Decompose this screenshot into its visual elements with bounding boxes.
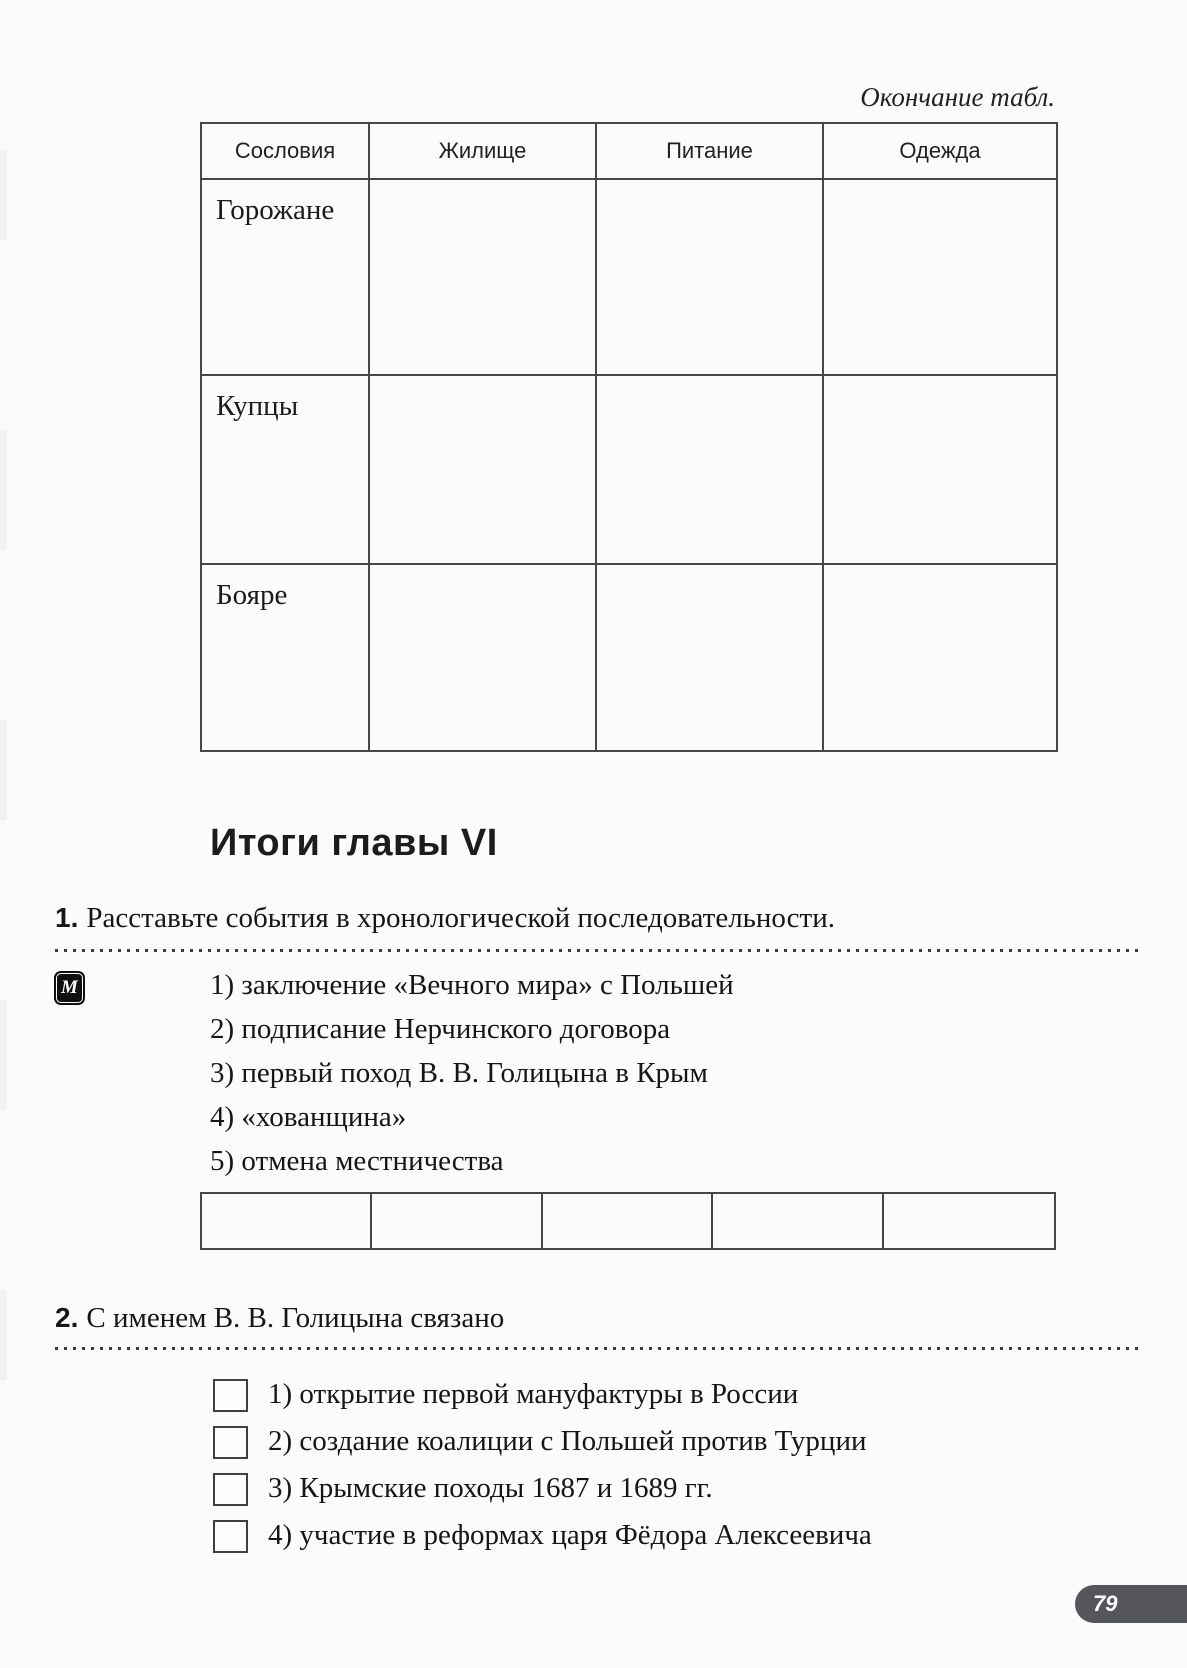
- table-row: [201, 375, 1057, 564]
- table-cell-empty[interactable]: [369, 564, 596, 751]
- method-marker-icon: [54, 971, 85, 1005]
- list-item: 3) первый поход В. В. Голицына в Крым: [210, 1057, 708, 1089]
- question-1-items: [210, 963, 734, 1183]
- option-checkbox[interactable]: [213, 1379, 248, 1412]
- dotted-divider: [55, 949, 1139, 953]
- table-row: [201, 179, 1057, 375]
- table-cell-empty[interactable]: [596, 179, 823, 375]
- question-2-number: 2.: [55, 1302, 79, 1333]
- row-label-merchants: Купцы: [201, 375, 369, 564]
- option-checkbox[interactable]: [213, 1473, 248, 1506]
- answer-cell[interactable]: [884, 1194, 1054, 1248]
- option-checkbox[interactable]: [213, 1520, 248, 1553]
- question-2-options: [213, 1378, 872, 1566]
- question-1: [55, 901, 1145, 935]
- column-header-food: Питание: [596, 123, 823, 179]
- answer-cell[interactable]: [543, 1194, 713, 1248]
- list-item: 1) заключение «Вечного мира» с Польшей: [210, 969, 734, 1001]
- row-label-boyars: Бояре: [201, 564, 369, 751]
- option-checkbox[interactable]: [213, 1426, 248, 1459]
- column-header-clothes: Одежда: [823, 123, 1057, 179]
- answer-cell[interactable]: [713, 1194, 883, 1248]
- table-header-row: [201, 123, 1057, 179]
- page-edge-mark: [0, 720, 7, 820]
- table-cell-empty[interactable]: [369, 179, 596, 375]
- column-header-dwelling: Жилище: [369, 123, 596, 179]
- option-row: [213, 1519, 872, 1552]
- dotted-divider: [55, 1347, 1139, 1351]
- question-1-number: 1.: [55, 902, 79, 933]
- list-item: 4) «хованщина»: [210, 1101, 407, 1133]
- answer-sequence-grid: [200, 1192, 1056, 1250]
- option-label: 3) Крымские походы 1687 и 1689 гг.: [268, 1472, 713, 1504]
- table-cell-empty[interactable]: [823, 375, 1057, 564]
- table-cell-empty[interactable]: [596, 375, 823, 564]
- question-1-text: Расставьте события в хронологической последовательности.: [86, 902, 835, 934]
- table-continuation-label: Окончание табл.: [860, 82, 1055, 112]
- question-2: [55, 1301, 1145, 1335]
- page-edge-mark: [0, 150, 7, 240]
- page-edge-mark: [0, 1290, 7, 1380]
- row-label-townspeople: Горожане: [201, 179, 369, 375]
- column-header-estates: Сословия: [201, 123, 369, 179]
- section-title: Итоги главы VI: [210, 822, 498, 864]
- page-number-badge: [1075, 1585, 1187, 1623]
- list-item: 5) отмена местничества: [210, 1145, 504, 1177]
- option-row: [213, 1425, 872, 1458]
- question-2-text: С именем В. В. Голицына связано: [86, 1302, 505, 1334]
- table-cell-empty[interactable]: [823, 179, 1057, 375]
- page-edge-mark: [0, 430, 7, 550]
- answer-cell[interactable]: [372, 1194, 542, 1248]
- option-row: [213, 1472, 872, 1505]
- answer-cell[interactable]: [202, 1194, 372, 1248]
- table-cell-empty[interactable]: [596, 564, 823, 751]
- table-row: [201, 564, 1057, 751]
- table-cell-empty[interactable]: [823, 564, 1057, 751]
- method-marker-letter: М: [61, 977, 78, 998]
- estates-table: [200, 122, 1058, 752]
- page-edge-mark: [0, 1000, 7, 1110]
- option-row: [213, 1378, 872, 1411]
- option-label: 1) открытие первой мануфактуры в России: [268, 1378, 799, 1410]
- page-number: 79: [1093, 1591, 1118, 1616]
- option-label: 4) участие в реформах царя Фёдора Алексеевича: [268, 1519, 872, 1551]
- table-cell-empty[interactable]: [369, 375, 596, 564]
- list-item: 2) подписание Нерчинского договора: [210, 1013, 671, 1045]
- option-label: 2) создание коалиции с Польшей против Турции: [268, 1425, 867, 1457]
